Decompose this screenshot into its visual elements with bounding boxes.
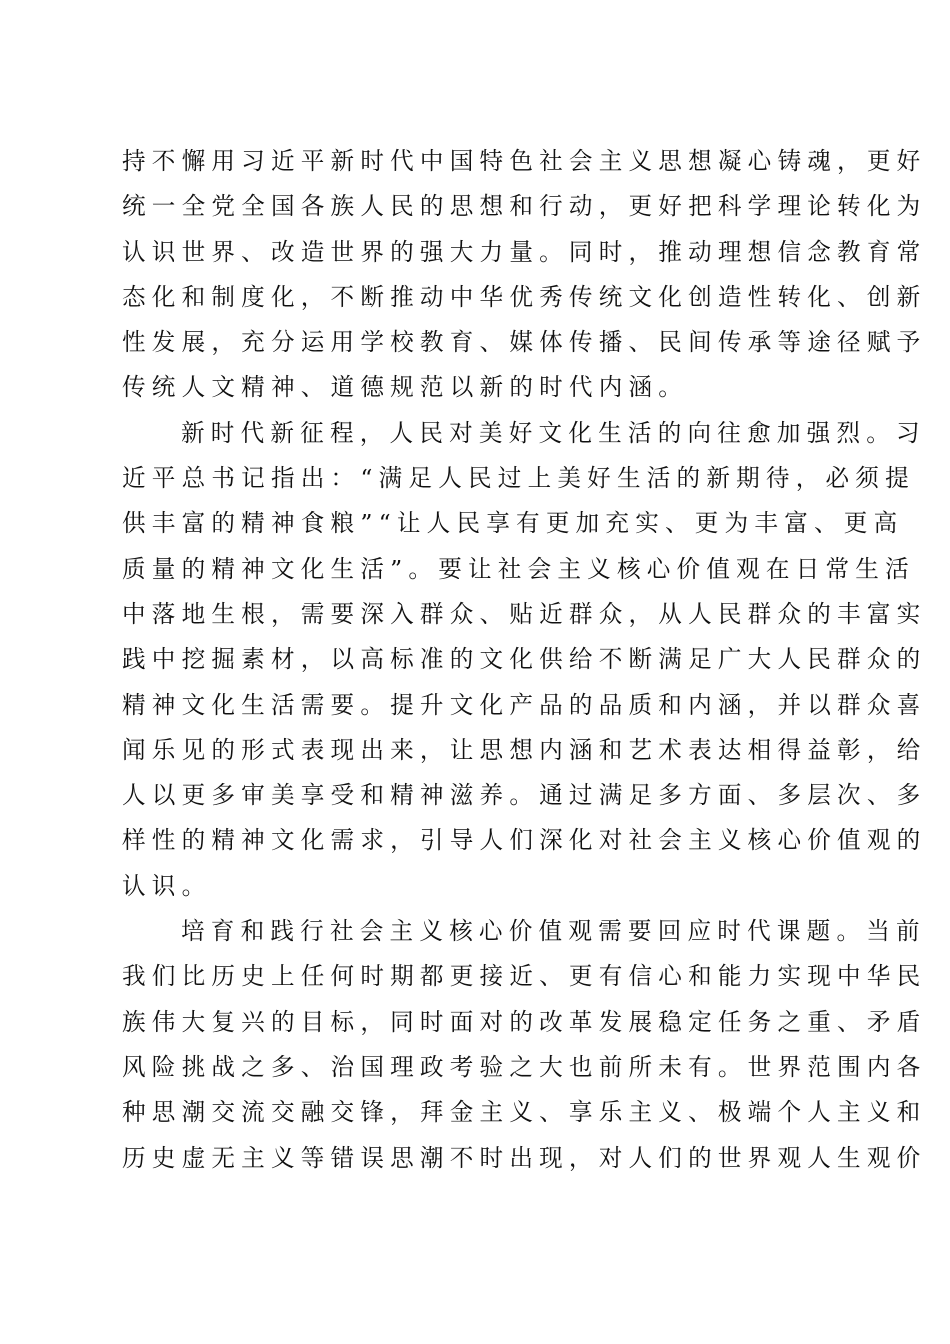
text-line: 种思潮交流交融交锋，拜金主义、享乐主义、极端个人主义和: [122, 1098, 927, 1127]
text-line: 人以更多审美享受和精神滋养。通过满足多方面、多层次、多: [122, 781, 927, 810]
text-line: 认识。: [122, 871, 212, 900]
text-line: 我们比历史上任何时期都更接近、更有信心和能力实现中华民: [122, 962, 927, 991]
text-line: 风险挑战之多、治国理政考验之大也前所未有。世界范围内各: [122, 1052, 927, 1081]
text-line: 中落地生根，需要深入群众、贴近群众，从人民群众的丰富实: [122, 599, 927, 628]
text-line: 传统人文精神、道德规范以新的时代内涵。: [122, 373, 689, 402]
text-line: 质量的精神文化生活”。要让社会主义核心价值观在日常生活: [122, 554, 915, 583]
text-line: 性发展，充分运用学校教育、媒体传播、民间传承等途径赋予: [122, 328, 927, 357]
paragraph-first-line: 新时代新征程，人民对美好文化生活的向往愈加强烈。习: [181, 418, 926, 447]
paragraph-first-line: 培育和践行社会主义核心价值观需要回应时代课题。当前: [181, 917, 926, 946]
text-line: 践中挖掘素材，以高标准的文化供给不断满足广大人民群众的: [122, 645, 927, 674]
text-line: 族伟大复兴的目标，同时面对的改革发展稳定任务之重、矛盾: [122, 1007, 927, 1036]
text-line: 持不懈用习近平新时代中国特色社会主义思想凝心铸魂，更好: [122, 147, 927, 175]
text-line: 闻乐见的形式表现出来，让思想内涵和艺术表达相得益彰，给: [122, 735, 927, 764]
text-line: 近平总书记指出：“满足人民过上美好生活的新期待，必须提: [122, 464, 915, 493]
text-line: 统一全党全国各族人民的思想和行动，更好把科学理论转化为: [122, 192, 927, 221]
text-line: 样性的精神文化需求，引导人们深化对社会主义核心价值观的: [122, 826, 927, 855]
text-line: 精神文化生活需要。提升文化产品的品质和内涵，并以群众喜: [122, 690, 927, 719]
document-body: [122, 139, 927, 1181]
text-line: 历史虚无主义等错误思潮不时出现，对人们的世界观人生观价: [122, 1143, 927, 1172]
text-line: 供丰富的精神食粮”“让人民享有更加充实、更为丰富、更高: [122, 509, 904, 538]
text-line: 态化和制度化，不断推动中华优秀传统文化创造性转化、创新: [122, 282, 927, 311]
text-line: 认识世界、改造世界的强大力量。同时，推动理想信念教育常: [122, 237, 927, 266]
